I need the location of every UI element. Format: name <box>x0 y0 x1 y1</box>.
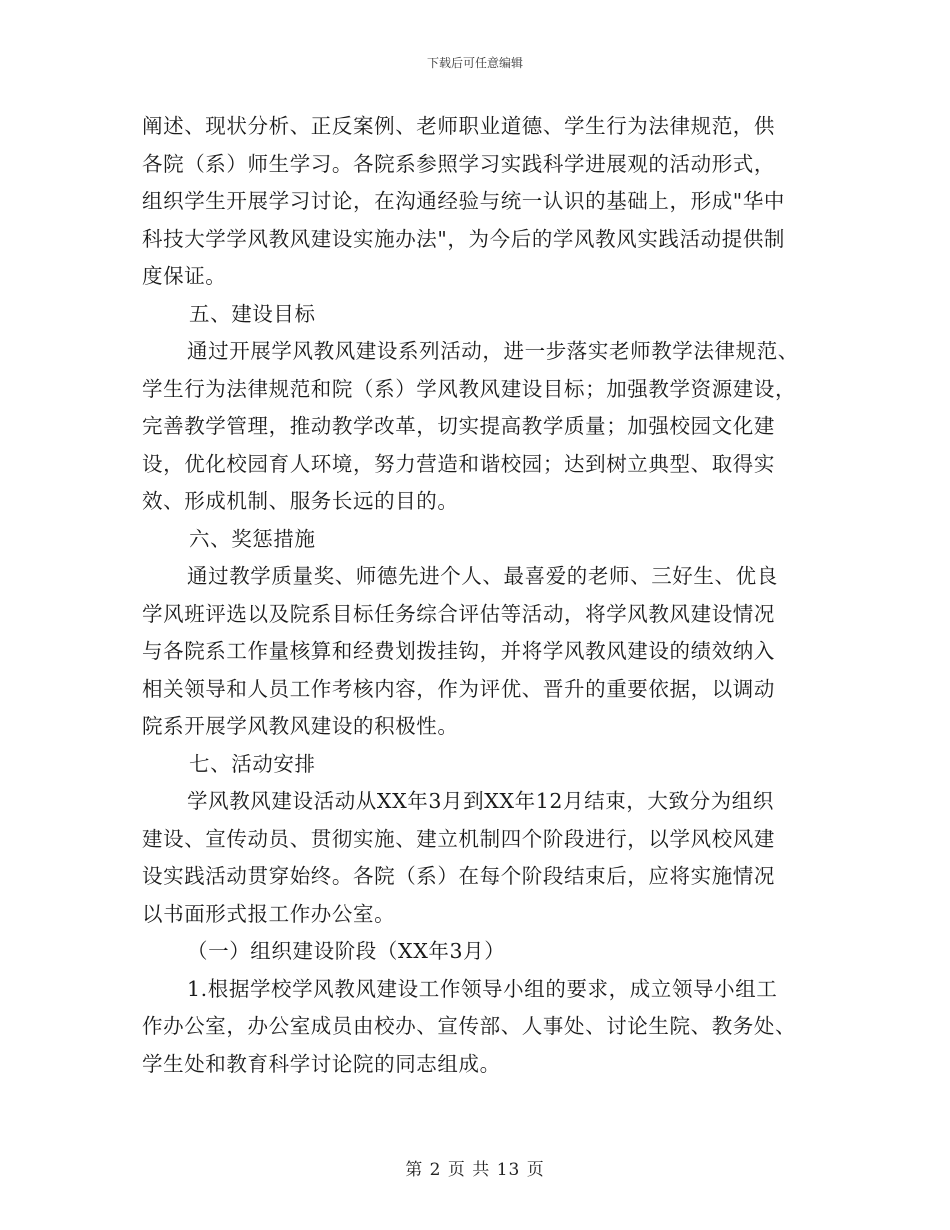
section-heading: 六、奖惩措施 <box>189 526 316 551</box>
paragraph-line: 阐述、现状分析、正反案例、老师职业道德、学生行为法律规范，供 <box>142 114 775 138</box>
paragraph-line: 效、形成机制、服务长远的目的。 <box>142 489 459 513</box>
paragraph-line: 完善教学管理，推动教学改革，切实提高教学质量；加强校园文化建 <box>142 414 775 438</box>
paragraph-line: 与各院系工作量核算和经费划拨挂钩，并将学风教风建设的绩效纳入 <box>142 639 775 663</box>
paragraph-line: 通过教学质量奖、师德先进个人、最喜爱的老师、三好生、优良 <box>187 564 778 588</box>
paragraph-line: 1.根据学校学风教风建设工作领导小组的要求，成立领导小组工 <box>187 976 778 1001</box>
paragraph-line: 设实践活动贯穿始终。各院（系）在每个阶段结束后，应将实施情况 <box>142 864 775 888</box>
paragraph-line: 组织学生开展学习讨论，在沟通经验与统一认识的基础上，形成"华中 <box>142 189 786 213</box>
paragraph-line: 学生处和教育科学讨论院的同志组成。 <box>142 1051 501 1076</box>
paragraph-line: 学生行为法律规范和院（系）学风教风建设目标；加强教学资源建设， <box>142 376 797 401</box>
paragraph-line: 院系开展学风教风建设的积极性。 <box>142 714 459 738</box>
paragraph-line: 学风教风建设活动从XX年3月到XX年12月结束，大致分为组织 <box>187 789 775 813</box>
paragraph-line: 作办公室，办公室成员由校办、宣传部、人事处、讨论生院、教务处、 <box>142 1014 797 1038</box>
paragraph-line: 设，优化校园育人环境，努力营造和谐校园；达到树立典型、取得实 <box>142 451 775 476</box>
paragraph-line: 各院（系）师生学习。各院系参照学习实践科学进展观的活动形式， <box>142 151 775 176</box>
paragraph-line: 科技大学学风教风建设实施办法"，为今后的学风教风实践活动提供制 <box>142 226 786 251</box>
page-header: 下载后可任意编辑 <box>426 56 523 70</box>
document-body <box>142 108 822 1083</box>
subsection-heading: （一）组织建设阶段（XX年3月） <box>187 939 506 963</box>
paragraph-line: 度保证。 <box>142 264 227 288</box>
paragraph-line: 通过开展学风教风建设系列活动，进一步落实老师教学法律规范、 <box>187 339 799 363</box>
paragraph-line: 学风班评选以及院系目标任务综合评估等活动，将学风教风建设情况 <box>142 601 775 626</box>
paragraph-line: 相关领导和人员工作考核内容，作为评优、晋升的重要依据，以调动 <box>142 676 775 701</box>
page-number-footer: 第 2 页 共 13 页 <box>405 1160 545 1180</box>
section-heading: 五、建设目标 <box>189 301 316 326</box>
paragraph-line: 以书面形式报工作办公室。 <box>142 901 396 926</box>
paragraph-line: 建设、宣传动员、贯彻实施、建立机制四个阶段进行，以学风校风建 <box>142 826 775 851</box>
section-heading: 七、活动安排 <box>189 751 316 776</box>
